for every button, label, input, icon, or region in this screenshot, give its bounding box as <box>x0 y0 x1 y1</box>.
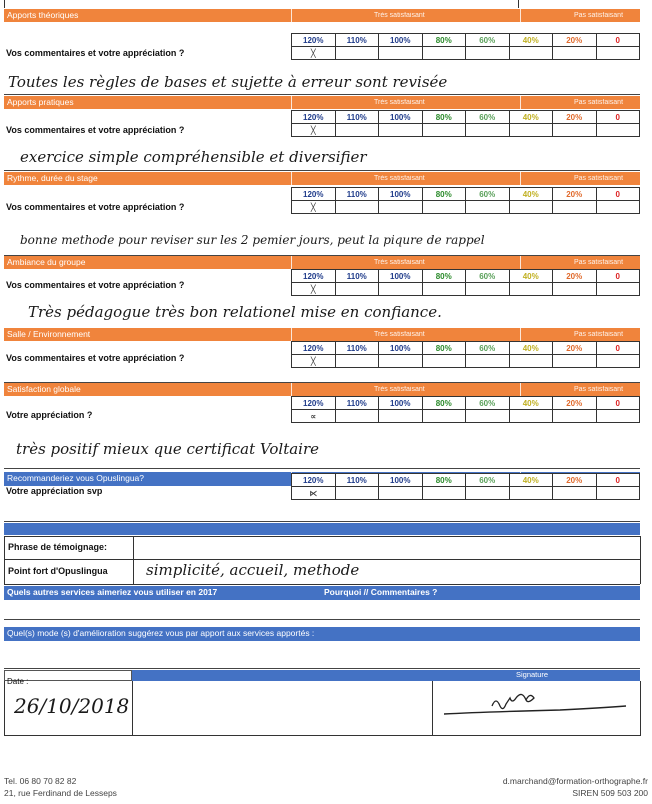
check-mark: ╳ <box>292 283 336 296</box>
scale-20[interactable]: 20% <box>553 474 597 487</box>
date-label-box <box>4 670 132 686</box>
section-title: Ambiance du groupe <box>7 257 86 267</box>
services-question: Quels autres services aimeriez vous utiliser en 2017 <box>7 587 218 597</box>
handwritten-comment: exercice simple compréhensible et diversifier <box>20 148 367 166</box>
top-border-right <box>518 0 519 8</box>
handwritten-comment: Toutes les règles de bases et sujette à erreur sont revisée <box>8 73 448 91</box>
scale-40[interactable]: 40% <box>509 188 553 201</box>
rating-scale[interactable] <box>291 110 640 136</box>
scale-100[interactable]: 100% <box>379 397 423 410</box>
section-bar-room <box>4 328 640 341</box>
scale-110[interactable]: 110% <box>335 111 379 124</box>
scale-0[interactable]: 0 <box>596 34 640 47</box>
scale-40[interactable]: 40% <box>509 270 553 283</box>
footer-email: d.marchand@formation-orthographe.fr <box>502 776 648 786</box>
top-border <box>4 0 5 8</box>
scale-0[interactable]: 0 <box>596 397 640 410</box>
scale-80[interactable]: 80% <box>422 270 466 283</box>
improvement-band <box>4 627 640 641</box>
footer-address: 21, rue Ferdinand de Lesseps <box>4 788 117 798</box>
scale-120[interactable]: 120% <box>292 397 336 410</box>
section-bar-theory <box>4 9 640 22</box>
scale-120[interactable]: 120% <box>292 474 336 487</box>
question-label: Vos commentaires et votre appréciation ? <box>6 280 185 290</box>
scale-20[interactable]: 20% <box>553 111 597 124</box>
question-label: Vos commentaires et votre appréciation ? <box>6 202 185 212</box>
section-title: Salle / Environnement <box>7 329 91 339</box>
scale-80[interactable]: 80% <box>422 34 466 47</box>
check-mark: ╳ <box>292 201 336 214</box>
scale-80[interactable]: 80% <box>422 342 466 355</box>
scale-20[interactable]: 20% <box>553 397 597 410</box>
scale-120[interactable]: 120% <box>292 34 336 47</box>
scale-100[interactable]: 100% <box>379 111 423 124</box>
strong-point-value[interactable]: simplicité, accueil, methode <box>146 561 360 579</box>
improvement-question: Quel(s) mode (s) d'amélioration suggérez vous par apport aux services apportés : <box>7 628 315 638</box>
rating-scale[interactable] <box>291 396 640 422</box>
scale-20[interactable]: 20% <box>553 342 597 355</box>
scale-120[interactable]: 120% <box>292 342 336 355</box>
scale-40[interactable]: 40% <box>509 397 553 410</box>
strong-point-label: Point fort d'Opuslingua <box>8 566 108 576</box>
scale-100[interactable]: 100% <box>379 34 423 47</box>
not-satisfied-label: Pas satisfaisant <box>574 175 624 182</box>
very-satisfied-label: Très satisfaisant <box>374 386 425 393</box>
scale-110[interactable]: 110% <box>335 397 379 410</box>
date-value[interactable]: 26/10/2018 <box>14 694 130 718</box>
section-bar-global <box>4 383 640 396</box>
comment-row[interactable] <box>4 368 640 383</box>
not-satisfied-label: Pas satisfaisant <box>574 12 624 19</box>
scale-80[interactable]: 80% <box>422 474 466 487</box>
scale-20[interactable]: 20% <box>553 188 597 201</box>
check-mark: ⋉ <box>292 487 336 500</box>
question-label: Votre appréciation svp <box>6 486 103 496</box>
handwritten-comment: très positif mieux que certificat Voltaire <box>16 440 320 458</box>
scale-110[interactable]: 110% <box>335 270 379 283</box>
very-satisfied-label: Très satisfaisant <box>374 99 425 106</box>
improvement-answer[interactable] <box>4 642 640 669</box>
section-title: Recommanderiez vous Opuslingua? <box>7 473 145 483</box>
signature-label: Signature <box>516 670 549 679</box>
not-satisfied-label: Pas satisfaisant <box>574 99 624 106</box>
scale-110[interactable]: 110% <box>335 474 379 487</box>
section-title: Apports théoriques <box>7 10 79 20</box>
scale-60[interactable]: 60% <box>466 270 510 283</box>
check-mark: ╳ <box>292 355 336 368</box>
question-label: Vos commentaires et votre appréciation ? <box>6 125 185 135</box>
scale-0[interactable]: 0 <box>596 342 640 355</box>
scale-40[interactable]: 40% <box>509 111 553 124</box>
scale-20[interactable]: 20% <box>553 270 597 283</box>
handwritten-comment: bonne methode pour reviser sur les 2 pemier jours, peut la piqure de rappel <box>20 233 485 247</box>
question-label: Vos commentaires et votre appréciation ? <box>6 353 185 363</box>
scale-40[interactable]: 40% <box>509 342 553 355</box>
scale-110[interactable]: 110% <box>335 34 379 47</box>
scale-0[interactable]: 0 <box>596 188 640 201</box>
scale-60[interactable]: 60% <box>466 397 510 410</box>
scale-100[interactable]: 100% <box>379 342 423 355</box>
scale-60[interactable]: 60% <box>466 474 510 487</box>
very-satisfied-label: Très satisfaisant <box>374 331 425 338</box>
not-satisfied-label: Pas satisfaisant <box>574 386 624 393</box>
scale-0[interactable]: 0 <box>596 270 640 283</box>
scale-60[interactable]: 60% <box>466 111 510 124</box>
scale-80[interactable]: 80% <box>422 397 466 410</box>
separator-band <box>4 523 640 535</box>
check-mark: ╳ <box>292 124 336 137</box>
scale-120[interactable]: 120% <box>292 188 336 201</box>
very-satisfied-label: Très satisfaisant <box>374 175 425 182</box>
section-bar-practice <box>4 96 640 109</box>
testimonial-label: Phrase de témoignage: <box>8 542 108 552</box>
very-satisfied-label: Très satisfaisant <box>374 259 425 266</box>
not-satisfied-label: Pas satisfaisant <box>574 259 624 266</box>
section-title: Apports pratiques <box>7 97 74 107</box>
scale-80[interactable]: 80% <box>422 188 466 201</box>
question-label: Vos commentaires et votre appréciation ? <box>6 48 185 58</box>
scale-100[interactable]: 100% <box>379 188 423 201</box>
scale-40[interactable]: 40% <box>509 474 553 487</box>
services-why: Pourquoi // Commentaires ? <box>324 587 438 597</box>
footer-siren: SIREN 509 503 200 <box>572 788 648 798</box>
scale-60[interactable]: 60% <box>466 34 510 47</box>
section-title: Rythme, durée du stage <box>7 173 98 183</box>
services-band <box>4 586 640 600</box>
very-satisfied-label: Très satisfaisant <box>374 12 425 19</box>
rating-scale[interactable] <box>291 269 640 295</box>
scale-120[interactable]: 120% <box>292 111 336 124</box>
not-satisfied-label: Pas satisfaisant <box>574 331 624 338</box>
rating-scale[interactable] <box>291 187 640 213</box>
footer-phone: Tel. 06 80 70 82 82 <box>4 776 77 786</box>
handwritten-comment: Très pédagogue très bon relationel mise en confiance. <box>28 303 442 321</box>
scale-40[interactable]: 40% <box>509 34 553 47</box>
scale-20[interactable]: 20% <box>553 34 597 47</box>
testimonial-field[interactable] <box>137 538 637 558</box>
section-title: Satisfaction globale <box>7 384 81 394</box>
rating-scale[interactable] <box>291 33 640 59</box>
date-label: Date : <box>7 677 29 686</box>
scale-110[interactable]: 110% <box>335 342 379 355</box>
rating-scale[interactable] <box>291 473 640 499</box>
check-mark: ∝ <box>292 410 336 423</box>
section-bar-ambiance <box>4 256 640 269</box>
scale-100[interactable]: 100% <box>379 474 423 487</box>
signature-drawing <box>440 684 630 724</box>
question-label: Votre appréciation ? <box>6 410 93 420</box>
scale-80[interactable]: 80% <box>422 111 466 124</box>
comment-row[interactable] <box>4 499 640 522</box>
scale-100[interactable]: 100% <box>379 270 423 283</box>
check-mark: ╳ <box>292 47 336 60</box>
scale-110[interactable]: 110% <box>335 188 379 201</box>
scale-120[interactable]: 120% <box>292 270 336 283</box>
scale-0[interactable]: 0 <box>596 111 640 124</box>
scale-60[interactable]: 60% <box>466 188 510 201</box>
services-answer[interactable] <box>4 601 640 620</box>
rating-scale[interactable] <box>291 341 640 367</box>
scale-60[interactable]: 60% <box>466 342 510 355</box>
section-bar-rhythm <box>4 172 640 185</box>
scale-0[interactable]: 0 <box>596 474 640 487</box>
